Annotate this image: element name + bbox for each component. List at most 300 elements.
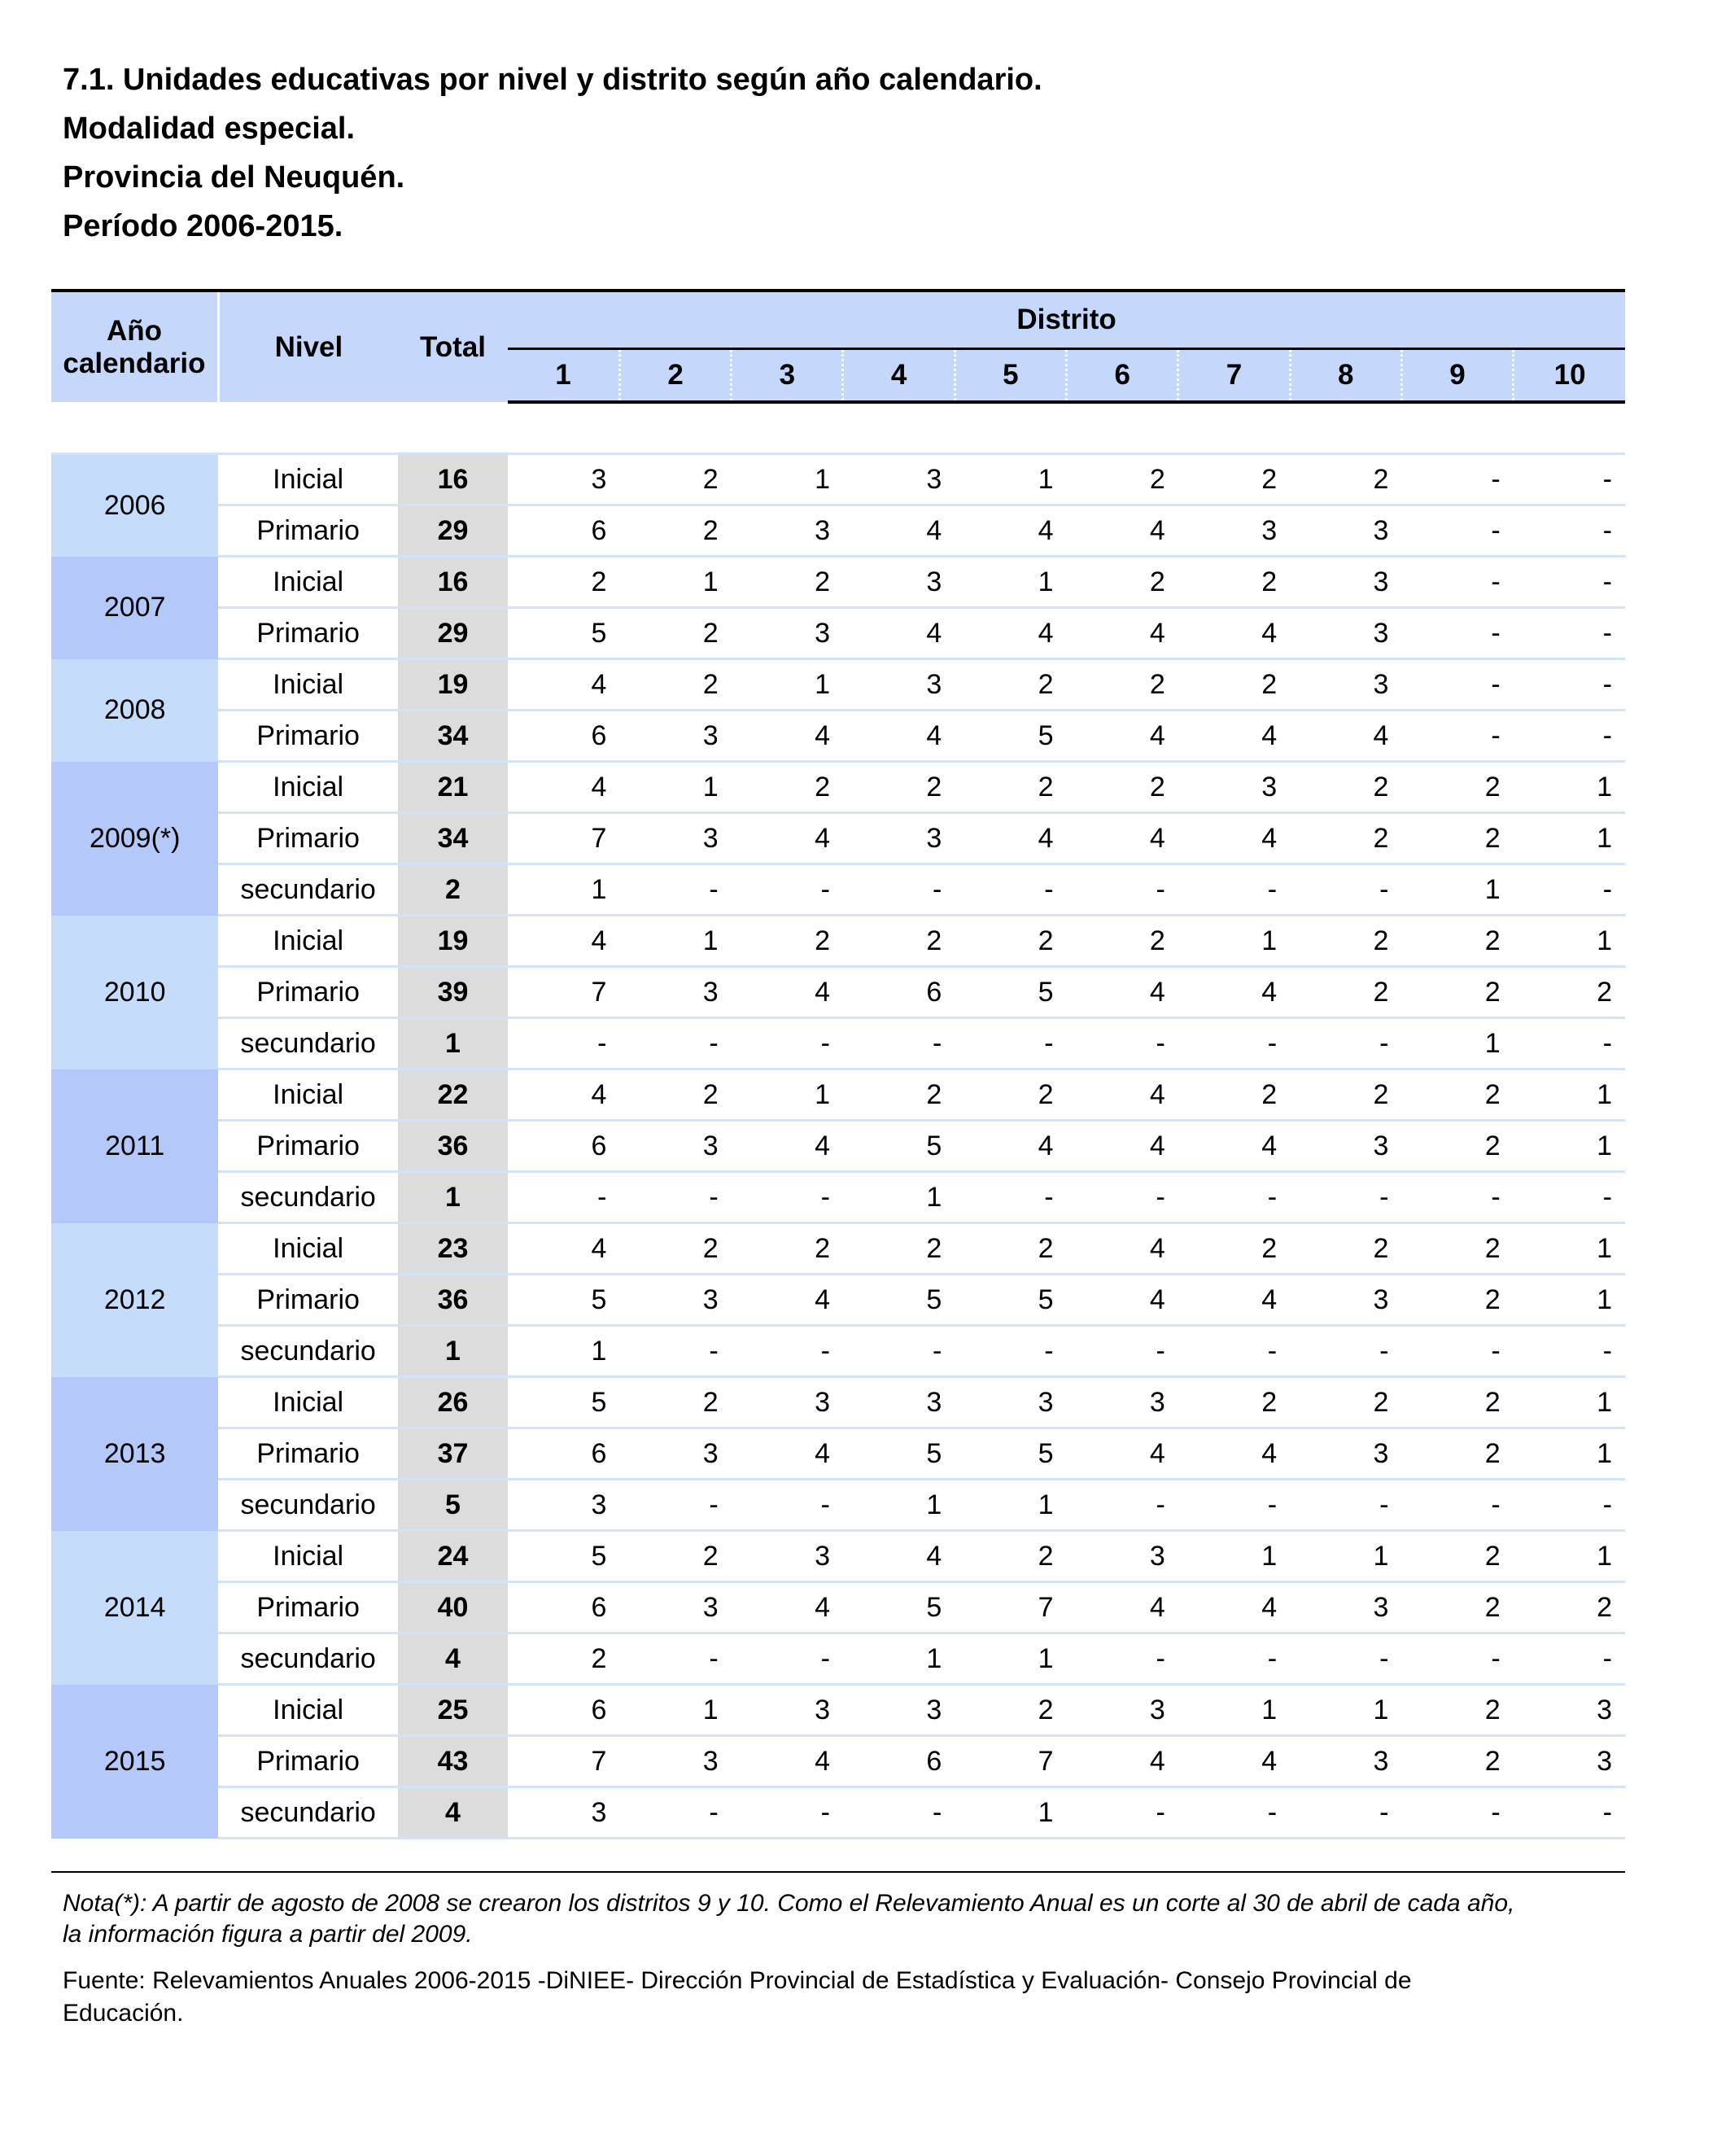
fuente-line: Educación. — [63, 2000, 184, 2027]
district-value-cell: 2 — [1067, 916, 1178, 967]
district-value-cell: 7 — [508, 967, 619, 1018]
district-value-cell: 1 — [508, 864, 619, 916]
nivel-cell: secundario — [218, 1787, 397, 1839]
total-cell: 19 — [398, 916, 508, 967]
district-value-cell: 4 — [1067, 1275, 1178, 1326]
district-value-cell: - — [843, 1787, 955, 1839]
total-cell: 40 — [398, 1582, 508, 1633]
district-value-cell: 4 — [955, 813, 1066, 864]
district-value-cell: 2 — [619, 1069, 731, 1121]
district-value-cell: 4 — [1067, 1736, 1178, 1787]
district-value-cell: 1 — [955, 1787, 1066, 1839]
table-row — [51, 1736, 1625, 1787]
district-value-cell: 4 — [1067, 813, 1178, 864]
district-value-cell: 2 — [1401, 813, 1513, 864]
district-value-cell: 6 — [508, 505, 619, 557]
district-value-cell: 3 — [843, 557, 955, 608]
total-cell: 4 — [398, 1787, 508, 1839]
district-value-cell: 5 — [955, 1275, 1066, 1326]
total-cell: 16 — [398, 454, 508, 505]
year-cell: 2010 — [51, 916, 218, 1069]
total-cell: 19 — [398, 659, 508, 711]
district-value-cell: 1 — [843, 1480, 955, 1531]
district-value-cell: 2 — [1401, 1069, 1513, 1121]
nivel-cell: secundario — [218, 864, 397, 916]
district-value-cell: - — [1514, 454, 1625, 505]
district-value-cell: 6 — [508, 1428, 619, 1480]
district-value-cell: 4 — [955, 1121, 1066, 1172]
nivel-cell: Inicial — [218, 557, 397, 608]
year-cell: 2007 — [51, 557, 218, 659]
total-cell: 21 — [398, 762, 508, 813]
district-value-cell: - — [1401, 608, 1513, 659]
district-value-cell: 3 — [619, 813, 731, 864]
nivel-cell: secundario — [218, 1633, 397, 1685]
district-value-cell: 4 — [1067, 1582, 1178, 1633]
table-row — [51, 454, 1625, 505]
district-value-cell: 3 — [508, 1787, 619, 1839]
district-value-cell: 5 — [508, 608, 619, 659]
year-cell: 2009(*) — [51, 762, 218, 916]
district-value-cell: 5 — [508, 1377, 619, 1428]
district-value-cell: 4 — [1067, 1428, 1178, 1480]
district-value-cell: - — [1514, 505, 1625, 557]
district-value-cell: 1 — [732, 1069, 843, 1121]
district-value-cell: 4 — [843, 608, 955, 659]
district-value-cell: 3 — [1290, 1582, 1401, 1633]
district-value-cell: - — [843, 1326, 955, 1377]
district-value-cell: 4 — [1067, 505, 1178, 557]
district-value-cell: 6 — [508, 1685, 619, 1736]
district-value-cell: 4 — [1178, 1582, 1290, 1633]
district-value-cell: 2 — [1514, 967, 1625, 1018]
district-value-cell: 2 — [1401, 1582, 1513, 1633]
subtitle-provincia: Provincia del Neuquén. — [63, 160, 405, 195]
table-spacer — [51, 402, 1625, 454]
district-value-cell: - — [1514, 1018, 1625, 1069]
nivel-cell: Inicial — [218, 762, 397, 813]
units-table — [51, 289, 1625, 1839]
district-value-cell: 3 — [732, 505, 843, 557]
district-value-cell: - — [1067, 1787, 1178, 1839]
nota-line: Nota(*): A partir de agosto de 2008 se crearon los distritos 9 y 10. Como el Relevamiento Anual es un corte al 30 de abril de cada año, — [63, 1890, 1515, 1917]
nota — [63, 1888, 1617, 1950]
total-cell: 29 — [398, 505, 508, 557]
table-row — [51, 762, 1625, 813]
district-value-cell: 4 — [508, 762, 619, 813]
header-district: 3 — [732, 349, 843, 403]
district-value-cell: 1 — [843, 1633, 955, 1685]
district-value-cell: 4 — [732, 1121, 843, 1172]
district-value-cell: 6 — [843, 1736, 955, 1787]
district-value-cell: 2 — [619, 1223, 731, 1275]
district-value-cell: - — [1290, 1326, 1401, 1377]
district-value-cell: 4 — [1178, 711, 1290, 762]
district-value-cell: - — [1178, 1018, 1290, 1069]
district-value-cell: 3 — [1067, 1685, 1178, 1736]
total-cell: 43 — [398, 1736, 508, 1787]
district-value-cell: 1 — [508, 1326, 619, 1377]
district-value-cell: 2 — [619, 454, 731, 505]
total-cell: 1 — [398, 1018, 508, 1069]
district-value-cell: 2 — [1178, 1223, 1290, 1275]
year-cell: 2013 — [51, 1377, 218, 1531]
district-value-cell: 3 — [619, 1121, 731, 1172]
district-value-cell: 2 — [1178, 1069, 1290, 1121]
header-district: 7 — [1178, 349, 1290, 403]
district-value-cell: - — [1067, 1480, 1178, 1531]
district-value-cell: 4 — [1178, 1121, 1290, 1172]
district-value-cell: 3 — [1067, 1531, 1178, 1582]
district-value-cell: - — [1401, 505, 1513, 557]
nivel-cell: Inicial — [218, 916, 397, 967]
district-value-cell: 5 — [843, 1121, 955, 1172]
district-value-cell: 1 — [1514, 813, 1625, 864]
district-value-cell: 1 — [1290, 1531, 1401, 1582]
district-value-cell: - — [1401, 659, 1513, 711]
district-value-cell: 3 — [732, 608, 843, 659]
district-value-cell: 3 — [619, 967, 731, 1018]
district-value-cell: - — [1401, 1633, 1513, 1685]
district-value-cell: 2 — [955, 1223, 1066, 1275]
district-value-cell: 2 — [619, 1531, 731, 1582]
year-cell: 2015 — [51, 1685, 218, 1839]
table-row — [51, 813, 1625, 864]
district-value-cell: 3 — [732, 1377, 843, 1428]
district-value-cell: - — [955, 1018, 1066, 1069]
district-value-cell: 3 — [843, 1377, 955, 1428]
district-value-cell: - — [1290, 1633, 1401, 1685]
district-value-cell: 2 — [1290, 1377, 1401, 1428]
district-value-cell: 5 — [508, 1275, 619, 1326]
district-value-cell: 4 — [732, 1275, 843, 1326]
district-value-cell: - — [955, 1326, 1066, 1377]
district-value-cell: - — [843, 864, 955, 916]
district-value-cell: - — [1067, 1172, 1178, 1223]
year-cell: 2008 — [51, 659, 218, 762]
nivel-cell: Primario — [218, 1275, 397, 1326]
district-value-cell: 5 — [508, 1531, 619, 1582]
nivel-cell: Inicial — [218, 454, 397, 505]
table-row — [51, 1121, 1625, 1172]
district-value-cell: 2 — [508, 557, 619, 608]
district-value-cell: - — [732, 1018, 843, 1069]
total-cell: 5 — [398, 1480, 508, 1531]
nivel-cell: Inicial — [218, 1531, 397, 1582]
table-body — [51, 402, 1625, 1839]
district-value-cell: 4 — [1178, 813, 1290, 864]
district-value-cell: 6 — [508, 711, 619, 762]
total-cell: 1 — [398, 1172, 508, 1223]
district-value-cell: - — [619, 1018, 731, 1069]
district-value-cell: - — [732, 1480, 843, 1531]
header-district: 5 — [955, 349, 1066, 403]
nivel-cell: Primario — [218, 1582, 397, 1633]
district-value-cell: 3 — [508, 1480, 619, 1531]
district-value-cell: 2 — [1401, 967, 1513, 1018]
district-value-cell: 4 — [1067, 711, 1178, 762]
district-value-cell: 2 — [1067, 454, 1178, 505]
nivel-cell: Primario — [218, 1428, 397, 1480]
district-value-cell: 2 — [955, 762, 1066, 813]
district-value-cell: - — [1514, 659, 1625, 711]
district-value-cell: 1 — [955, 1633, 1066, 1685]
district-value-cell: - — [619, 1326, 731, 1377]
district-value-cell: 4 — [1067, 1069, 1178, 1121]
header-district: 10 — [1514, 349, 1625, 403]
district-value-cell: 2 — [1067, 659, 1178, 711]
district-value-cell: 4 — [955, 608, 1066, 659]
district-value-cell: - — [1514, 864, 1625, 916]
table-row — [51, 1633, 1625, 1685]
district-value-cell: 5 — [843, 1428, 955, 1480]
total-cell: 39 — [398, 967, 508, 1018]
district-value-cell: 2 — [1290, 916, 1401, 967]
district-value-cell: 2 — [955, 659, 1066, 711]
district-value-cell: 4 — [508, 659, 619, 711]
total-cell: 34 — [398, 813, 508, 864]
district-value-cell: - — [1514, 1633, 1625, 1685]
district-value-cell: - — [955, 1172, 1066, 1223]
district-value-cell: 2 — [1290, 454, 1401, 505]
district-value-cell: 1 — [1514, 762, 1625, 813]
fuente-line: Fuente: Relevamientos Anuales 2006-2015 -DiNIEE- Dirección Provincial de Estadística y Evaluación- Consejo Provincial de — [63, 1967, 1412, 1994]
district-value-cell: 3 — [1290, 608, 1401, 659]
table-row — [51, 659, 1625, 711]
table-row — [51, 967, 1625, 1018]
district-value-cell: - — [1290, 1172, 1401, 1223]
total-cell: 24 — [398, 1531, 508, 1582]
district-value-cell: 1 — [1401, 1018, 1513, 1069]
district-value-cell: - — [1401, 1787, 1513, 1839]
table-row — [51, 1685, 1625, 1736]
district-value-cell: 2 — [619, 1377, 731, 1428]
district-value-cell: - — [732, 864, 843, 916]
district-value-cell: 3 — [843, 659, 955, 711]
district-value-cell: 2 — [1401, 1275, 1513, 1326]
district-value-cell: 4 — [843, 1531, 955, 1582]
district-value-cell: 2 — [1290, 762, 1401, 813]
district-value-cell: 3 — [843, 813, 955, 864]
nivel-cell: secundario — [218, 1480, 397, 1531]
district-value-cell: 1 — [955, 454, 1066, 505]
district-value-cell: 4 — [732, 1582, 843, 1633]
district-value-cell: 4 — [732, 813, 843, 864]
table-row — [51, 557, 1625, 608]
district-value-cell: 2 — [1401, 1428, 1513, 1480]
district-value-cell: 3 — [619, 1736, 731, 1787]
district-value-cell: - — [1401, 711, 1513, 762]
table-row — [51, 1787, 1625, 1839]
district-value-cell: 2 — [619, 659, 731, 711]
district-value-cell: 4 — [1067, 1223, 1178, 1275]
district-value-cell: 3 — [1290, 1736, 1401, 1787]
district-value-cell: 1 — [843, 1172, 955, 1223]
district-value-cell: 6 — [508, 1121, 619, 1172]
year-cell: 2012 — [51, 1223, 218, 1377]
subtitle-periodo: Período 2006-2015. — [63, 209, 343, 243]
district-value-cell: 1 — [1514, 1377, 1625, 1428]
district-value-cell: - — [843, 1018, 955, 1069]
nivel-cell: Primario — [218, 711, 397, 762]
district-value-cell: - — [1178, 864, 1290, 916]
district-value-cell: 5 — [843, 1582, 955, 1633]
district-value-cell: - — [508, 1172, 619, 1223]
nivel-cell: Inicial — [218, 1069, 397, 1121]
header-district: 2 — [619, 349, 731, 403]
district-value-cell: 2 — [843, 1223, 955, 1275]
district-value-cell: 1 — [619, 557, 731, 608]
district-value-cell: - — [1514, 557, 1625, 608]
district-value-cell: - — [1514, 711, 1625, 762]
district-value-cell: 6 — [843, 967, 955, 1018]
total-cell: 26 — [398, 1377, 508, 1428]
district-value-cell: 5 — [955, 711, 1066, 762]
district-value-cell: - — [732, 1326, 843, 1377]
district-value-cell: 2 — [732, 1223, 843, 1275]
table-row — [51, 1223, 1625, 1275]
district-value-cell: 4 — [732, 967, 843, 1018]
district-value-cell: - — [1290, 1480, 1401, 1531]
nivel-cell: Inicial — [218, 1223, 397, 1275]
district-value-cell: - — [955, 864, 1066, 916]
district-value-cell: 2 — [1290, 967, 1401, 1018]
district-value-cell: 7 — [955, 1736, 1066, 1787]
district-value-cell: - — [1401, 454, 1513, 505]
nivel-cell: Inicial — [218, 659, 397, 711]
year-cell: 2011 — [51, 1069, 218, 1223]
district-value-cell: - — [619, 1172, 731, 1223]
nivel-cell: Primario — [218, 813, 397, 864]
district-value-cell: 2 — [1290, 813, 1401, 864]
district-value-cell: 2 — [1401, 916, 1513, 967]
header-district: 9 — [1401, 349, 1513, 403]
fuente — [63, 1965, 1617, 2030]
district-value-cell: 4 — [955, 505, 1066, 557]
district-value-cell: 5 — [843, 1275, 955, 1326]
district-value-cell: - — [619, 1633, 731, 1685]
district-value-cell: 3 — [508, 454, 619, 505]
district-value-cell: 2 — [1290, 1223, 1401, 1275]
district-value-cell: 1 — [1514, 1531, 1625, 1582]
table-row — [51, 1531, 1625, 1582]
district-value-cell: 3 — [1290, 1428, 1401, 1480]
district-value-cell: 3 — [619, 1428, 731, 1480]
district-value-cell: 2 — [955, 1069, 1066, 1121]
header-distrito: Distrito — [508, 291, 1625, 349]
district-value-cell: 2 — [843, 916, 955, 967]
header-nivel: Nivel — [218, 291, 397, 402]
district-value-cell: 4 — [1178, 1275, 1290, 1326]
district-value-cell: - — [619, 1787, 731, 1839]
district-value-cell: 2 — [1290, 1069, 1401, 1121]
nivel-cell: secundario — [218, 1326, 397, 1377]
district-value-cell: 3 — [1290, 659, 1401, 711]
district-value-cell: 2 — [619, 608, 731, 659]
district-value-cell: 4 — [732, 711, 843, 762]
header-year: Año calendario — [51, 291, 218, 402]
district-value-cell: 2 — [732, 762, 843, 813]
district-value-cell: 1 — [732, 659, 843, 711]
district-value-cell: 2 — [619, 505, 731, 557]
table-row — [51, 1428, 1625, 1480]
district-value-cell: 1 — [619, 1685, 731, 1736]
district-value-cell: 1 — [1514, 1121, 1625, 1172]
district-value-cell: 3 — [1178, 762, 1290, 813]
district-value-cell: - — [1401, 557, 1513, 608]
district-value-cell: - — [1514, 1787, 1625, 1839]
district-value-cell: - — [1401, 1172, 1513, 1223]
district-value-cell: - — [1401, 1326, 1513, 1377]
district-value-cell: 2 — [1178, 557, 1290, 608]
total-cell: 25 — [398, 1685, 508, 1736]
header-district: 8 — [1290, 349, 1401, 403]
district-value-cell: 3 — [619, 1275, 731, 1326]
district-value-cell: 1 — [619, 916, 731, 967]
district-value-cell: 2 — [955, 1531, 1066, 1582]
table-row — [51, 1172, 1625, 1223]
district-value-cell: - — [619, 864, 731, 916]
district-value-cell: 4 — [1067, 608, 1178, 659]
district-value-cell: 7 — [508, 813, 619, 864]
district-value-cell: 3 — [1290, 1121, 1401, 1172]
district-value-cell: 3 — [1514, 1685, 1625, 1736]
district-value-cell: 5 — [955, 1428, 1066, 1480]
district-value-cell: 2 — [1401, 1685, 1513, 1736]
district-value-cell: 1 — [732, 454, 843, 505]
district-value-cell: 4 — [1178, 608, 1290, 659]
total-cell: 23 — [398, 1223, 508, 1275]
district-value-cell: 1 — [1514, 1275, 1625, 1326]
district-value-cell: 3 — [1290, 505, 1401, 557]
district-value-cell: 1 — [955, 557, 1066, 608]
total-cell: 2 — [398, 864, 508, 916]
district-value-cell: - — [1067, 1633, 1178, 1685]
district-value-cell: 2 — [1401, 1531, 1513, 1582]
table-row — [51, 864, 1625, 916]
total-cell: 22 — [398, 1069, 508, 1121]
district-value-cell: - — [1401, 1480, 1513, 1531]
district-value-cell: 5 — [955, 967, 1066, 1018]
district-value-cell: - — [1290, 864, 1401, 916]
table-row — [51, 1480, 1625, 1531]
district-value-cell: 2 — [1178, 1377, 1290, 1428]
table-row — [51, 1069, 1625, 1121]
district-value-cell: 2 — [843, 762, 955, 813]
district-value-cell: - — [1290, 1787, 1401, 1839]
district-value-cell: 2 — [1401, 1223, 1513, 1275]
district-value-cell: 2 — [1067, 762, 1178, 813]
total-cell: 36 — [398, 1121, 508, 1172]
table-row — [51, 608, 1625, 659]
district-value-cell: 1 — [619, 762, 731, 813]
district-value-cell: 1 — [1514, 1223, 1625, 1275]
district-value-cell: 4 — [1290, 711, 1401, 762]
district-value-cell: 3 — [1178, 505, 1290, 557]
table-row — [51, 505, 1625, 557]
district-value-cell: - — [1178, 1326, 1290, 1377]
district-value-cell: - — [1514, 1480, 1625, 1531]
district-value-cell: 3 — [1067, 1377, 1178, 1428]
district-value-cell: - — [1178, 1172, 1290, 1223]
district-value-cell: - — [1514, 608, 1625, 659]
district-value-cell: - — [1067, 1018, 1178, 1069]
nivel-cell: secundario — [218, 1018, 397, 1069]
district-value-cell: 3 — [955, 1377, 1066, 1428]
district-value-cell: 4 — [1067, 967, 1178, 1018]
district-value-cell: 3 — [843, 454, 955, 505]
title-line: 7.1. Unidades educativas por nivel y distrito según año calendario. — [63, 63, 1042, 97]
